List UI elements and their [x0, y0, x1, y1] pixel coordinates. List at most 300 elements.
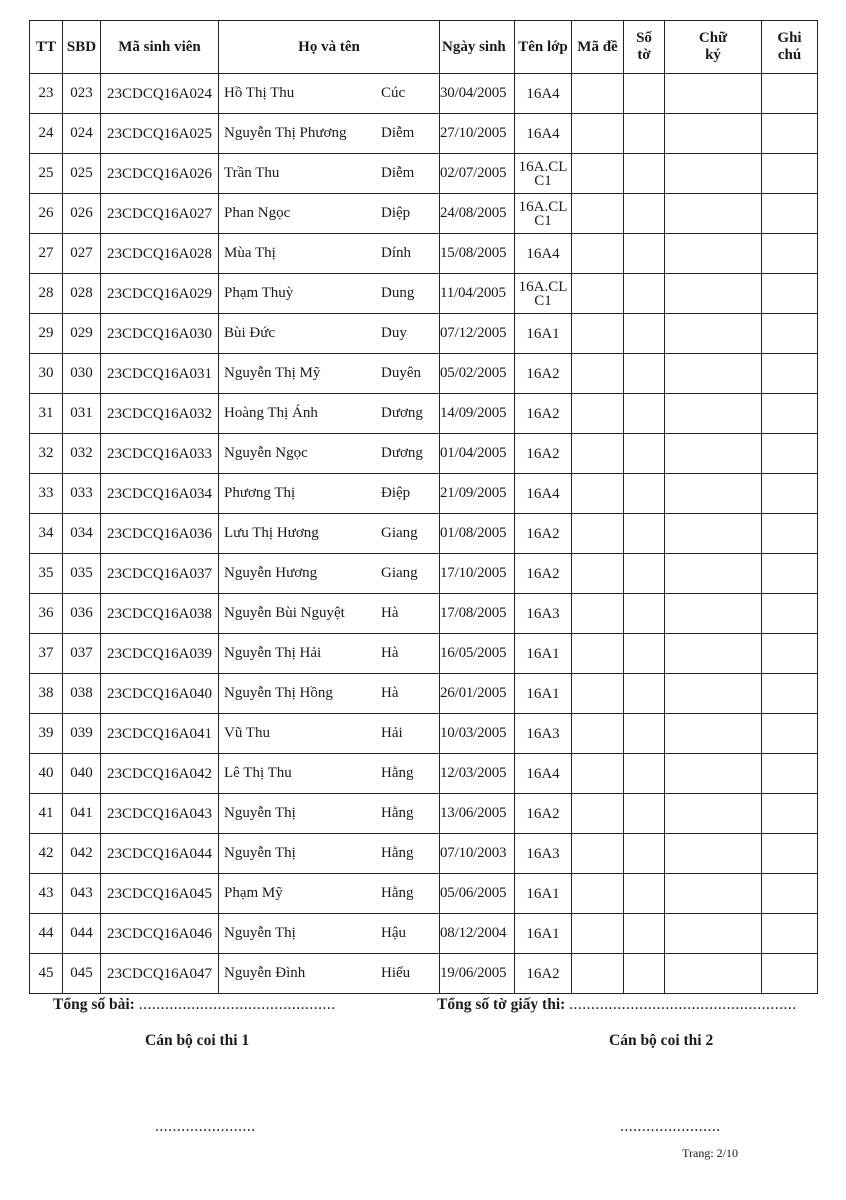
- cell-ten-lop: [515, 874, 572, 914]
- header-ghi-chu: [762, 21, 818, 74]
- header-so-to-line1: Số: [636, 30, 652, 46]
- cell-sbd: 033: [63, 474, 101, 514]
- cell-so-to[interactable]: [624, 74, 665, 114]
- cell-so-to[interactable]: [624, 114, 665, 154]
- cell-ten-lop-line1: 16A2: [526, 405, 560, 422]
- cell-ghi-chu[interactable]: [762, 554, 818, 594]
- cell-ma-sinh-vien: 23CDCQ16A046: [101, 914, 219, 954]
- cell-ten-lop-line1: 16A4: [526, 125, 560, 142]
- cell-so-to[interactable]: [624, 914, 665, 954]
- cell-tt: 39: [30, 714, 63, 754]
- cell-ghi-chu[interactable]: [762, 874, 818, 914]
- cell-ghi-chu[interactable]: [762, 954, 818, 994]
- cell-ten-lop: [515, 914, 572, 954]
- cell-so-to[interactable]: [624, 514, 665, 554]
- cell-sbd: 026: [63, 194, 101, 234]
- cell-so-to[interactable]: [624, 234, 665, 274]
- cell-sbd: 044: [63, 914, 101, 954]
- table-row: [30, 714, 818, 754]
- cell-ho-va-ten: [219, 314, 440, 354]
- cell-so-to[interactable]: [624, 594, 665, 634]
- cell-ngay-sinh: 14/09/2005: [440, 394, 515, 434]
- cell-ten: Hậu: [381, 925, 406, 941]
- cell-ghi-chu[interactable]: [762, 114, 818, 154]
- cell-ghi-chu[interactable]: [762, 754, 818, 794]
- cell-ghi-chu[interactable]: [762, 794, 818, 834]
- cell-ten-lop: [515, 834, 572, 874]
- cell-ghi-chu[interactable]: [762, 514, 818, 554]
- cell-sbd: 032: [63, 434, 101, 474]
- cell-ten-lop-line1: 16A2: [526, 445, 560, 462]
- exam-attendance-table: [29, 20, 818, 994]
- cell-ghi-chu[interactable]: [762, 674, 818, 714]
- cell-ma-de[interactable]: [572, 834, 624, 874]
- cell-so-to[interactable]: [624, 634, 665, 674]
- cell-ten-lop-line1: 16A2: [526, 965, 560, 982]
- cell-ma-sinh-vien: 23CDCQ16A029: [101, 274, 219, 314]
- table-row: [30, 274, 818, 314]
- table-row: [30, 874, 818, 914]
- cell-ma-de[interactable]: [572, 794, 624, 834]
- cell-so-to[interactable]: [624, 394, 665, 434]
- cell-ten: Giang: [381, 565, 418, 581]
- cell-chu-ky[interactable]: [665, 314, 762, 354]
- cell-ten: Dính: [381, 245, 411, 261]
- cell-ten: Duy: [381, 325, 407, 341]
- cell-so-to[interactable]: [624, 314, 665, 354]
- cell-chu-ky[interactable]: [665, 754, 762, 794]
- cell-ma-sinh-vien: 23CDCQ16A032: [101, 394, 219, 434]
- table-row: [30, 834, 818, 874]
- cell-ma-de[interactable]: [572, 594, 624, 634]
- header-ghi-chu-line1: Ghi: [777, 30, 802, 46]
- cell-ma-de[interactable]: [572, 874, 624, 914]
- cell-chu-ky[interactable]: [665, 594, 762, 634]
- cell-so-to[interactable]: [624, 794, 665, 834]
- cell-ho-dem: Mùa Thị: [224, 245, 276, 261]
- cell-ten: Dung: [381, 285, 415, 301]
- cell-chu-ky[interactable]: [665, 274, 762, 314]
- cell-sbd: 023: [63, 74, 101, 114]
- cell-ma-sinh-vien: 23CDCQ16A027: [101, 194, 219, 234]
- cell-so-to[interactable]: [624, 714, 665, 754]
- cell-ten-lop-line2: C1: [534, 212, 552, 229]
- cell-tt: 36: [30, 594, 63, 634]
- cell-ghi-chu[interactable]: [762, 194, 818, 234]
- cell-so-to[interactable]: [624, 874, 665, 914]
- signature-blank-2[interactable]: .......................: [620, 1118, 721, 1135]
- can-bo-coi-thi-2: Cán bộ coi thi 2: [609, 1032, 714, 1049]
- cell-ngay-sinh: 08/12/2004: [440, 914, 515, 954]
- cell-chu-ky[interactable]: [665, 634, 762, 674]
- cell-ho-dem: Hoàng Thị Ánh: [224, 405, 318, 421]
- cell-so-to[interactable]: [624, 154, 665, 194]
- cell-chu-ky[interactable]: [665, 554, 762, 594]
- signature-blank-1[interactable]: .......................: [155, 1118, 256, 1135]
- cell-ten-lop: [515, 954, 572, 994]
- cell-ngay-sinh: 16/05/2005: [440, 634, 515, 674]
- cell-so-to[interactable]: [624, 834, 665, 874]
- tong-so-bai-blank[interactable]: .............................................: [138, 996, 336, 1013]
- cell-ten-lop: [515, 594, 572, 634]
- cell-ten: Giang: [381, 525, 418, 541]
- cell-ten: Hằng: [381, 765, 414, 781]
- cell-ten-lop-line1: 16A.CL: [518, 198, 568, 215]
- cell-ho-dem: Phan Ngọc: [224, 205, 291, 221]
- cell-tt: 41: [30, 794, 63, 834]
- cell-ho-va-ten: [219, 194, 440, 234]
- tong-so-bai: [53, 996, 336, 1014]
- table-row: [30, 234, 818, 274]
- cell-so-to[interactable]: [624, 274, 665, 314]
- cell-ngay-sinh: 15/08/2005: [440, 234, 515, 274]
- cell-ma-de[interactable]: [572, 514, 624, 554]
- cell-ten: Hải: [381, 725, 403, 741]
- cell-sbd: 029: [63, 314, 101, 354]
- cell-chu-ky[interactable]: [665, 194, 762, 234]
- header-ghi-chu-line2: chú: [777, 47, 802, 63]
- cell-ma-sinh-vien: 23CDCQ16A028: [101, 234, 219, 274]
- cell-ten-lop: [515, 74, 572, 114]
- cell-ten-lop: [515, 634, 572, 674]
- cell-ma-de[interactable]: [572, 674, 624, 714]
- cell-ho-dem: Lê Thị Thu: [224, 765, 292, 781]
- cell-tt: 29: [30, 314, 63, 354]
- header-ho-va-ten-label: Họ và tên: [298, 38, 360, 55]
- cell-tt: 35: [30, 554, 63, 594]
- cell-ngay-sinh: 07/10/2003: [440, 834, 515, 874]
- cell-sbd: 036: [63, 594, 101, 634]
- cell-ma-sinh-vien: 23CDCQ16A030: [101, 314, 219, 354]
- cell-ten-lop: [515, 754, 572, 794]
- cell-ten-lop-line1: 16A2: [526, 365, 560, 382]
- header-tt: TT: [30, 21, 63, 74]
- table-row: [30, 794, 818, 834]
- cell-chu-ky[interactable]: [665, 114, 762, 154]
- cell-sbd: 040: [63, 754, 101, 794]
- cell-tt: 45: [30, 954, 63, 994]
- cell-ten-lop-line1: 16A2: [526, 805, 560, 822]
- cell-ho-va-ten: [219, 834, 440, 874]
- cell-ma-sinh-vien: 23CDCQ16A042: [101, 754, 219, 794]
- cell-ma-de[interactable]: [572, 754, 624, 794]
- cell-ma-sinh-vien: 23CDCQ16A044: [101, 834, 219, 874]
- cell-ghi-chu[interactable]: [762, 74, 818, 114]
- table-row: [30, 194, 818, 234]
- cell-ngay-sinh: 05/06/2005: [440, 874, 515, 914]
- cell-sbd: 042: [63, 834, 101, 874]
- cell-ten-lop: [515, 554, 572, 594]
- cell-tt: 31: [30, 394, 63, 434]
- cell-chu-ky[interactable]: [665, 394, 762, 434]
- cell-so-to[interactable]: [624, 434, 665, 474]
- cell-ma-de[interactable]: [572, 914, 624, 954]
- cell-so-to[interactable]: [624, 754, 665, 794]
- cell-ho-va-ten: [219, 954, 440, 994]
- cell-ma-sinh-vien: 23CDCQ16A041: [101, 714, 219, 754]
- cell-ten-lop-line1: 16A4: [526, 485, 560, 502]
- cell-ma-de[interactable]: [572, 194, 624, 234]
- cell-ma-sinh-vien: 23CDCQ16A040: [101, 674, 219, 714]
- cell-ngay-sinh: 02/07/2005: [440, 154, 515, 194]
- cell-ten-lop-line1: 16A1: [526, 645, 560, 662]
- cell-sbd: 028: [63, 274, 101, 314]
- cell-ten-lop: [515, 114, 572, 154]
- cell-ma-de[interactable]: [572, 474, 624, 514]
- cell-ten: Điệp: [381, 485, 411, 501]
- cell-tt: 44: [30, 914, 63, 954]
- cell-tt: 30: [30, 354, 63, 394]
- cell-ten-lop-line2: C1: [534, 292, 552, 309]
- cell-sbd: 045: [63, 954, 101, 994]
- cell-chu-ky[interactable]: [665, 954, 762, 994]
- cell-ten-lop-line1: 16A4: [526, 245, 560, 262]
- cell-ma-de[interactable]: [572, 154, 624, 194]
- cell-ho-va-ten: [219, 234, 440, 274]
- cell-ma-de[interactable]: [572, 234, 624, 274]
- cell-ten-lop: [515, 394, 572, 434]
- cell-ten: Diễm: [381, 165, 415, 181]
- cell-ten: Dương: [381, 405, 423, 421]
- cell-ho-dem: Phạm Thuỳ: [224, 285, 294, 301]
- cell-tt: 23: [30, 74, 63, 114]
- cell-ghi-chu[interactable]: [762, 914, 818, 954]
- cell-chu-ky[interactable]: [665, 514, 762, 554]
- cell-ten-lop: [515, 194, 572, 234]
- cell-ho-dem: Phương Thị: [224, 485, 296, 501]
- cell-ma-de[interactable]: [572, 114, 624, 154]
- cell-sbd: 030: [63, 354, 101, 394]
- cell-chu-ky[interactable]: [665, 354, 762, 394]
- cell-chu-ky[interactable]: [665, 834, 762, 874]
- cell-tt: 26: [30, 194, 63, 234]
- cell-ma-sinh-vien: 23CDCQ16A034: [101, 474, 219, 514]
- cell-ghi-chu[interactable]: [762, 834, 818, 874]
- cell-ten-lop: [515, 234, 572, 274]
- cell-ten: Cúc: [381, 85, 406, 101]
- cell-so-to[interactable]: [624, 194, 665, 234]
- header-ma-de: Mã đề: [572, 21, 624, 74]
- cell-ho-va-ten: [219, 114, 440, 154]
- cell-ma-de[interactable]: [572, 634, 624, 674]
- cell-ma-de[interactable]: [572, 954, 624, 994]
- table-row: [30, 554, 818, 594]
- cell-ngay-sinh: 30/04/2005: [440, 74, 515, 114]
- cell-so-to[interactable]: [624, 354, 665, 394]
- cell-ten: Hà: [381, 685, 399, 701]
- cell-ten-lop-line1: 16A.CL: [518, 158, 568, 175]
- cell-chu-ky[interactable]: [665, 794, 762, 834]
- cell-sbd: 035: [63, 554, 101, 594]
- table-row: [30, 514, 818, 554]
- can-bo-coi-thi-1: Cán bộ coi thi 1: [145, 1032, 250, 1049]
- cell-ngay-sinh: 05/02/2005: [440, 354, 515, 394]
- cell-ten: Diệp: [381, 205, 411, 221]
- cell-ho-dem: Nguyễn Thị Mỹ: [224, 365, 321, 381]
- cell-so-to[interactable]: [624, 474, 665, 514]
- cell-ten-lop: [515, 314, 572, 354]
- cell-chu-ky[interactable]: [665, 74, 762, 114]
- cell-sbd: 038: [63, 674, 101, 714]
- cell-sbd: 025: [63, 154, 101, 194]
- cell-ten-lop-line1: 16A2: [526, 565, 560, 582]
- cell-ngay-sinh: 10/03/2005: [440, 714, 515, 754]
- cell-ma-de[interactable]: [572, 74, 624, 114]
- cell-tt: 42: [30, 834, 63, 874]
- header-chu-ky-line2: ký: [705, 47, 721, 63]
- cell-ho-va-ten: [219, 274, 440, 314]
- cell-ghi-chu[interactable]: [762, 634, 818, 674]
- cell-ngay-sinh: 17/10/2005: [440, 554, 515, 594]
- cell-sbd: 031: [63, 394, 101, 434]
- cell-chu-ky[interactable]: [665, 154, 762, 194]
- cell-chu-ky[interactable]: [665, 874, 762, 914]
- cell-ten-lop-line1: 16A.CL: [518, 278, 568, 295]
- cell-tt: 37: [30, 634, 63, 674]
- cell-chu-ky[interactable]: [665, 714, 762, 754]
- cell-ghi-chu[interactable]: [762, 314, 818, 354]
- cell-chu-ky[interactable]: [665, 474, 762, 514]
- cell-ghi-chu[interactable]: [762, 714, 818, 754]
- cell-ghi-chu[interactable]: [762, 354, 818, 394]
- cell-ho-dem: Nguyễn Thị: [224, 925, 296, 941]
- cell-ma-sinh-vien: 23CDCQ16A045: [101, 874, 219, 914]
- cell-ho-va-ten: [219, 554, 440, 594]
- cell-ma-de[interactable]: [572, 714, 624, 754]
- cell-ma-sinh-vien: 23CDCQ16A038: [101, 594, 219, 634]
- table-row: [30, 594, 818, 634]
- cell-ho-va-ten: [219, 74, 440, 114]
- cell-ho-dem: Hồ Thị Thu: [224, 85, 295, 101]
- cell-ten-lop-line1: 16A2: [526, 525, 560, 542]
- cell-ghi-chu[interactable]: [762, 434, 818, 474]
- cell-ma-sinh-vien: 23CDCQ16A033: [101, 434, 219, 474]
- cell-ma-sinh-vien: 23CDCQ16A036: [101, 514, 219, 554]
- cell-ten-lop-line1: 16A1: [526, 885, 560, 902]
- cell-ghi-chu[interactable]: [762, 394, 818, 434]
- cell-ma-sinh-vien: 23CDCQ16A047: [101, 954, 219, 994]
- cell-ma-sinh-vien: 23CDCQ16A043: [101, 794, 219, 834]
- cell-ten: Hà: [381, 605, 399, 621]
- cell-ten-lop: [515, 514, 572, 554]
- cell-ten: Hà: [381, 645, 399, 661]
- cell-ho-va-ten: [219, 634, 440, 674]
- cell-ghi-chu[interactable]: [762, 594, 818, 634]
- cell-ten: Duyên: [381, 365, 421, 381]
- cell-ten-lop: [515, 354, 572, 394]
- cell-chu-ky[interactable]: [665, 914, 762, 954]
- cell-ma-de[interactable]: [572, 354, 624, 394]
- cell-chu-ky[interactable]: [665, 674, 762, 714]
- table-row: [30, 114, 818, 154]
- cell-ho-dem: Nguyễn Thị Hải: [224, 645, 322, 661]
- cell-ma-sinh-vien: 23CDCQ16A024: [101, 74, 219, 114]
- cell-ten-lop: [515, 714, 572, 754]
- cell-tt: 34: [30, 514, 63, 554]
- cell-ten-lop: [515, 794, 572, 834]
- header-ten-lop: Tên lớp: [515, 21, 572, 74]
- cell-sbd: 041: [63, 794, 101, 834]
- cell-ten-lop: [515, 434, 572, 474]
- header-chu-ky-line1: Chữ: [698, 30, 728, 46]
- cell-ten-lop-line1: 16A1: [526, 925, 560, 942]
- cell-ma-de[interactable]: [572, 434, 624, 474]
- header-ngay-sinh: Ngày sinh: [440, 21, 515, 74]
- cell-ngay-sinh: 01/04/2005: [440, 434, 515, 474]
- cell-ma-de[interactable]: [572, 314, 624, 354]
- page-number: Trang: 2/10: [682, 1146, 738, 1160]
- tong-so-bai-label: Tổng số bài:: [53, 996, 135, 1013]
- cell-sbd: 024: [63, 114, 101, 154]
- cell-ho-va-ten: [219, 514, 440, 554]
- cell-ho-va-ten: [219, 754, 440, 794]
- cell-ghi-chu[interactable]: [762, 234, 818, 274]
- table-row: [30, 474, 818, 514]
- cell-tt: 38: [30, 674, 63, 714]
- cell-ten-lop-line2: C1: [534, 172, 552, 189]
- header-so-to: [624, 21, 665, 74]
- table-row: [30, 354, 818, 394]
- cell-ten-lop-line1: 16A3: [526, 725, 560, 742]
- cell-ghi-chu[interactable]: [762, 474, 818, 514]
- cell-ngay-sinh: 24/08/2005: [440, 194, 515, 234]
- cell-ten-lop: [515, 274, 572, 314]
- cell-sbd: 043: [63, 874, 101, 914]
- table-row: [30, 74, 818, 114]
- cell-ho-va-ten: [219, 474, 440, 514]
- cell-ho-va-ten: [219, 714, 440, 754]
- cell-ghi-chu[interactable]: [762, 154, 818, 194]
- cell-so-to[interactable]: [624, 554, 665, 594]
- table-row: [30, 154, 818, 194]
- cell-ma-de[interactable]: [572, 274, 624, 314]
- cell-sbd: 027: [63, 234, 101, 274]
- cell-ho-va-ten: [219, 354, 440, 394]
- table-row: [30, 634, 818, 674]
- header-so-to-line2: tờ: [637, 47, 651, 63]
- cell-chu-ky[interactable]: [665, 234, 762, 274]
- cell-ho-dem: Nguyễn Thị Hồng: [224, 685, 333, 701]
- cell-ho-dem: Nguyễn Đình: [224, 965, 306, 981]
- cell-ma-de[interactable]: [572, 554, 624, 594]
- cell-ho-dem: Nguyễn Hương: [224, 565, 318, 581]
- cell-ma-sinh-vien: 23CDCQ16A026: [101, 154, 219, 194]
- cell-sbd: 037: [63, 634, 101, 674]
- cell-ho-va-ten: [219, 794, 440, 834]
- cell-ho-va-ten: [219, 914, 440, 954]
- tong-so-to-blank[interactable]: ....................................................: [569, 996, 797, 1013]
- cell-ten-lop-line1: 16A4: [526, 85, 560, 102]
- cell-ma-sinh-vien: 23CDCQ16A031: [101, 354, 219, 394]
- table-row: [30, 674, 818, 714]
- table-row: [30, 434, 818, 474]
- cell-ho-va-ten: [219, 594, 440, 634]
- cell-ghi-chu[interactable]: [762, 274, 818, 314]
- cell-so-to[interactable]: [624, 954, 665, 994]
- cell-sbd: 039: [63, 714, 101, 754]
- cell-tt: 25: [30, 154, 63, 194]
- cell-ten-lop-line1: 16A1: [526, 325, 560, 342]
- cell-ho-va-ten: [219, 434, 440, 474]
- cell-ho-va-ten: [219, 874, 440, 914]
- cell-chu-ky[interactable]: [665, 434, 762, 474]
- cell-ma-de[interactable]: [572, 394, 624, 434]
- table-header-row: [30, 21, 818, 74]
- cell-so-to[interactable]: [624, 674, 665, 714]
- table-row: [30, 954, 818, 994]
- tong-so-to-label: Tổng số tờ giấy thi:: [437, 996, 566, 1013]
- cell-ma-sinh-vien: 23CDCQ16A025: [101, 114, 219, 154]
